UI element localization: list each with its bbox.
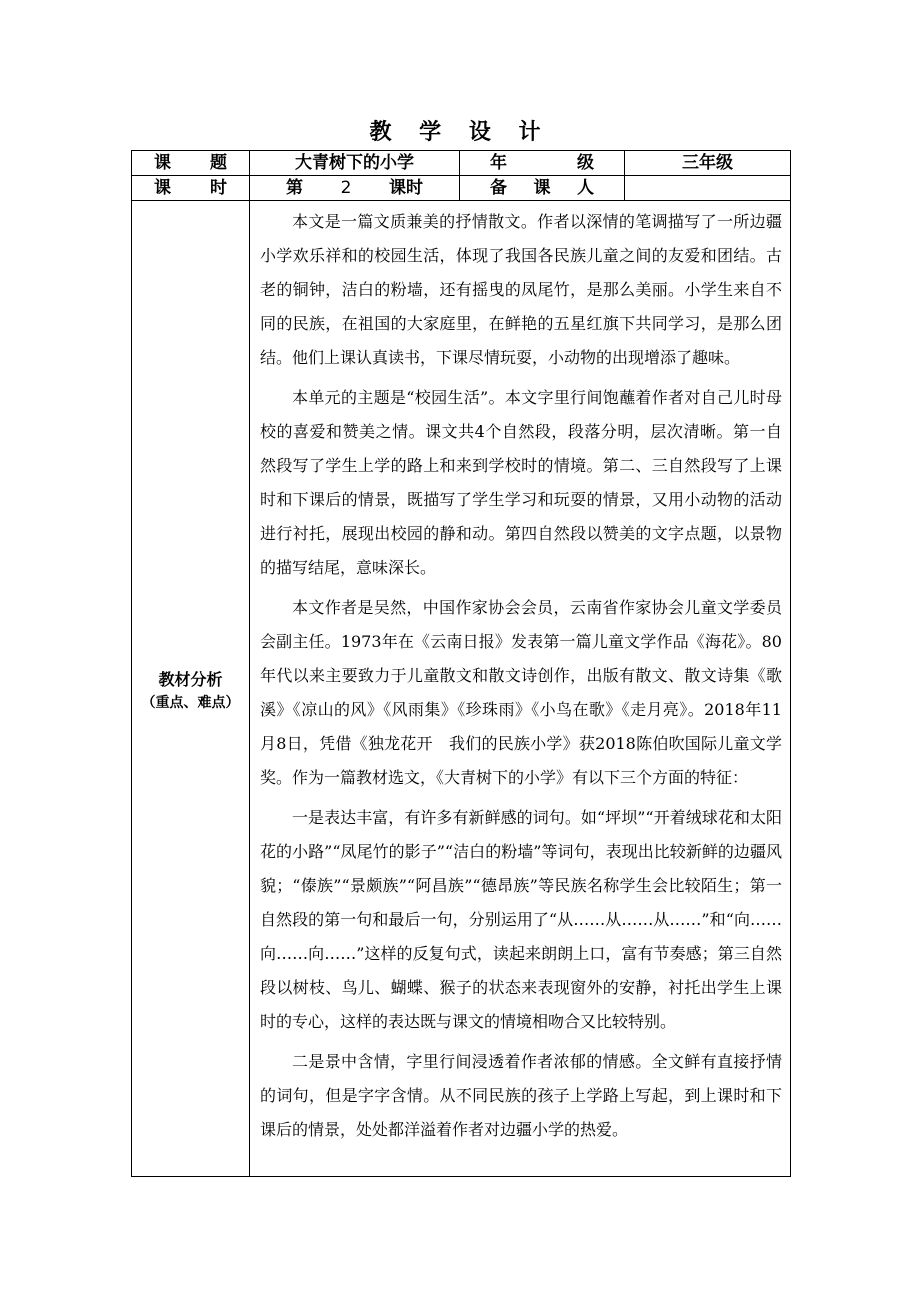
analysis-label: 教材分析 (158, 669, 223, 689)
topic-label-char: 题 (210, 153, 227, 173)
analysis-paragraph: 本文是一篇文质兼美的抒情散文。作者以深情的笔调描写了一所边疆小学欢乐祥和的校园生活，体现了我国各民族儿童之间的友爱和团结。古老的铜钟，洁白的粉墙，还有摇曳的凤尾竹，是那么美丽。小学生来自不同的民族，在祖国的大家庭里，在鲜艳的五星红旗下共同学习，是那么团结。他们上课认真读书，下课尽情玩耍，小动物的出现增添了趣味。 (260, 212, 782, 367)
grade-label-cell (460, 151, 625, 176)
period-label-char: 课 (154, 178, 171, 198)
grade-value: 三年级 (682, 153, 733, 173)
period-value-prefix: 第 (286, 178, 303, 198)
analysis-content (250, 201, 790, 1176)
grade-value-cell (625, 151, 791, 176)
period-label-char: 时 (210, 178, 227, 198)
period-value-number: 2 (340, 178, 352, 198)
header-row-period (132, 176, 791, 201)
analysis-label-cell (132, 201, 250, 1177)
preparer-label-char: 人 (577, 178, 594, 198)
grade-label-char: 年 (490, 153, 507, 173)
analysis-paragraph: 本单元的主题是“校园生活”。本文字里行间饱蘸着作者对自己儿时母校的喜爱和赞美之情。课文共4个自然段，段落分明，层次清晰。第一自然段写了学生上学的路上和来到学校时的情境。第二、三自然段写了上课时和下课后的情景，既描写了学生学习和玩耍的情景，又用小动物的活动进行衬托，展现出校园的静和动。第四自然段以赞美的文字点题，以景物的描写结尾，意味深长。 (260, 388, 782, 577)
lesson-plan-table (131, 150, 791, 1177)
analysis-paragraph: 二是景中含情，字里行间浸透着作者浓郁的情感。全文鲜有直接抒情的词句，但是字字含情。从不同民族的孩子上学路上写起，到上课时和下课后的情景，处处都洋溢着作者对边疆小学的热爱。 (260, 1052, 782, 1139)
analysis-row (132, 201, 791, 1177)
preparer-value (625, 176, 790, 200)
document-title: 教 学 设 计 (369, 120, 551, 145)
analysis-sublabel: （重点、难点） (141, 694, 240, 711)
period-value-suffix: 课时 (388, 178, 423, 198)
grade-label-char: 级 (577, 153, 594, 173)
preparer-label-cell (460, 176, 625, 201)
topic-label-cell (132, 151, 250, 176)
topic-label-char: 课 (154, 153, 171, 173)
header-row-topic (132, 151, 791, 176)
analysis-paragraph: 一是表达丰富，有许多有新鲜感的词句。如“坪坝”“开着绒球花和太阳花的小路”“凤尾竹的影子”“洁白的粉墙”等词句，表现出比较新鲜的边疆风貌；“傣族”“景颇族”“阿昌族”“德昂族”等民族名称学生会比较陌生；第一自然段的第一句和最后一句，分别运用了“从……从……从……”和“向……向……向……”这样的反复句式，读起来朗朗上口，富有节奏感；第三自然段以树枝、鸟儿、蝴蝶、猴子的状态来表现窗外的安静，衬托出学生上课时的专心，这样的表达既与课文的情境相吻合又比较特别。 (260, 808, 782, 1031)
preparer-value-cell (625, 176, 791, 201)
topic-value-cell (250, 151, 460, 176)
period-label-cell (132, 176, 250, 201)
period-value-cell (250, 176, 460, 201)
preparer-label-char: 课 (533, 178, 551, 198)
analysis-paragraph: 本文作者是吴然，中国作家协会会员，云南省作家协会儿童文学委员会副主任。1973年在《云南日报》发表第一篇儿童文学作品《海花》。80年代以来主要致力于儿童散文和散文诗创作，出版有散文、散文诗集《歌溪》《凉山的风》《风雨集》《珍珠雨》《小鸟在歌》《走月亮》。2018年11月8日，凭借《独龙花开 我们的民族小学》获2018陈伯吹国际儿童文学奖。作为一篇教材选文，《大青树下的小学》有以下三个方面的特征： (260, 598, 782, 787)
analysis-content-cell (250, 201, 791, 1177)
topic-value: 大青树下的小学 (295, 153, 414, 173)
preparer-label-char: 备 (490, 178, 507, 198)
